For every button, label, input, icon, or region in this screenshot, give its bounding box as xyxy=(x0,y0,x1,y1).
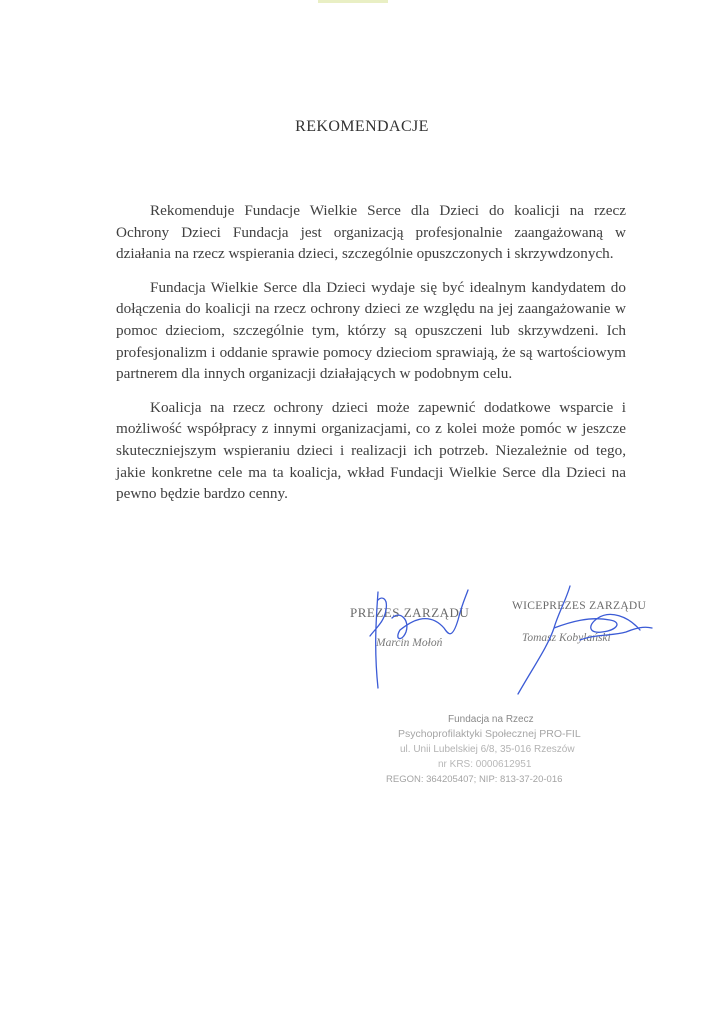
stamp-line-3: ul. Unii Lubelskiej 6/8, 35-016 Rzeszów xyxy=(400,744,575,755)
stamp-line-4: nr KRS: 0000612951 xyxy=(438,759,532,770)
paragraph-2: Fundacja Wielkie Serce dla Dzieci wydaje się być idealnym kandydatem do dołączenia do koalicji na rzecz ochrony dzieci ze względu na jej zaangażowanie w pomoc dzieciom, szczególnie tym, którzy są opuszczeni lub skrzywdzeni. Ich profesjonalizm i oddanie sprawie pomocy dzieciom sprawiają, że są wartościowym partnerem dla innych organizacji działających w podobnym celu. xyxy=(116,278,626,383)
stamp-line-2: Psychoprofilaktyki Społecznej PRO-FIL xyxy=(398,728,581,740)
signature-stroke-president xyxy=(370,590,468,688)
signature-name-president: Marcin Mołoń xyxy=(376,637,443,649)
paragraph-1: Rekomenduje Fundacje Wielkie Serce dla Dzieci do koalicji na rzecz Ochrony Dzieci Fundacja jest organizacją profesjonalnie zaangażowaną w działania na rzecz wspierania dzieci, szczególnie opuszczonych i skrzywdzonych. xyxy=(116,202,626,263)
signature-role-vice-president: WICEPREZES ZARZĄDU xyxy=(512,600,647,612)
document-title: REKOMENDACJE xyxy=(295,118,429,135)
signature-role-president: PREZES ZARZĄDU xyxy=(350,605,470,620)
paragraph-3: Koalicja na rzecz ochrony dzieci może zapewnić dodatkowe wsparcie i możliwość współpracy z innymi organizacjami, co z kolei może pomóc w jeszcze skuteczniejszym wspieraniu dzieci i realizacji ich potrzeb. Niezależnie od tego, jakie konkretne cele ma ta koalicja, wkład Fundacji Wielkie Serce dla Dzieci na pewno będzie bardzo cenny. xyxy=(116,398,626,503)
signature-name-vice-president: Tomasz Kobylański xyxy=(522,632,611,644)
signature-stroke-vice-president xyxy=(518,586,652,694)
organization-stamp xyxy=(386,712,626,787)
top-edge-mark xyxy=(318,0,388,3)
handwritten-signatures xyxy=(340,570,670,710)
stamp-line-5: REGON: 364205407; NIP: 813-37-20-016 xyxy=(386,774,563,785)
stamp-line-1: Fundacja na Rzecz xyxy=(448,714,534,725)
document-body xyxy=(116,200,626,517)
